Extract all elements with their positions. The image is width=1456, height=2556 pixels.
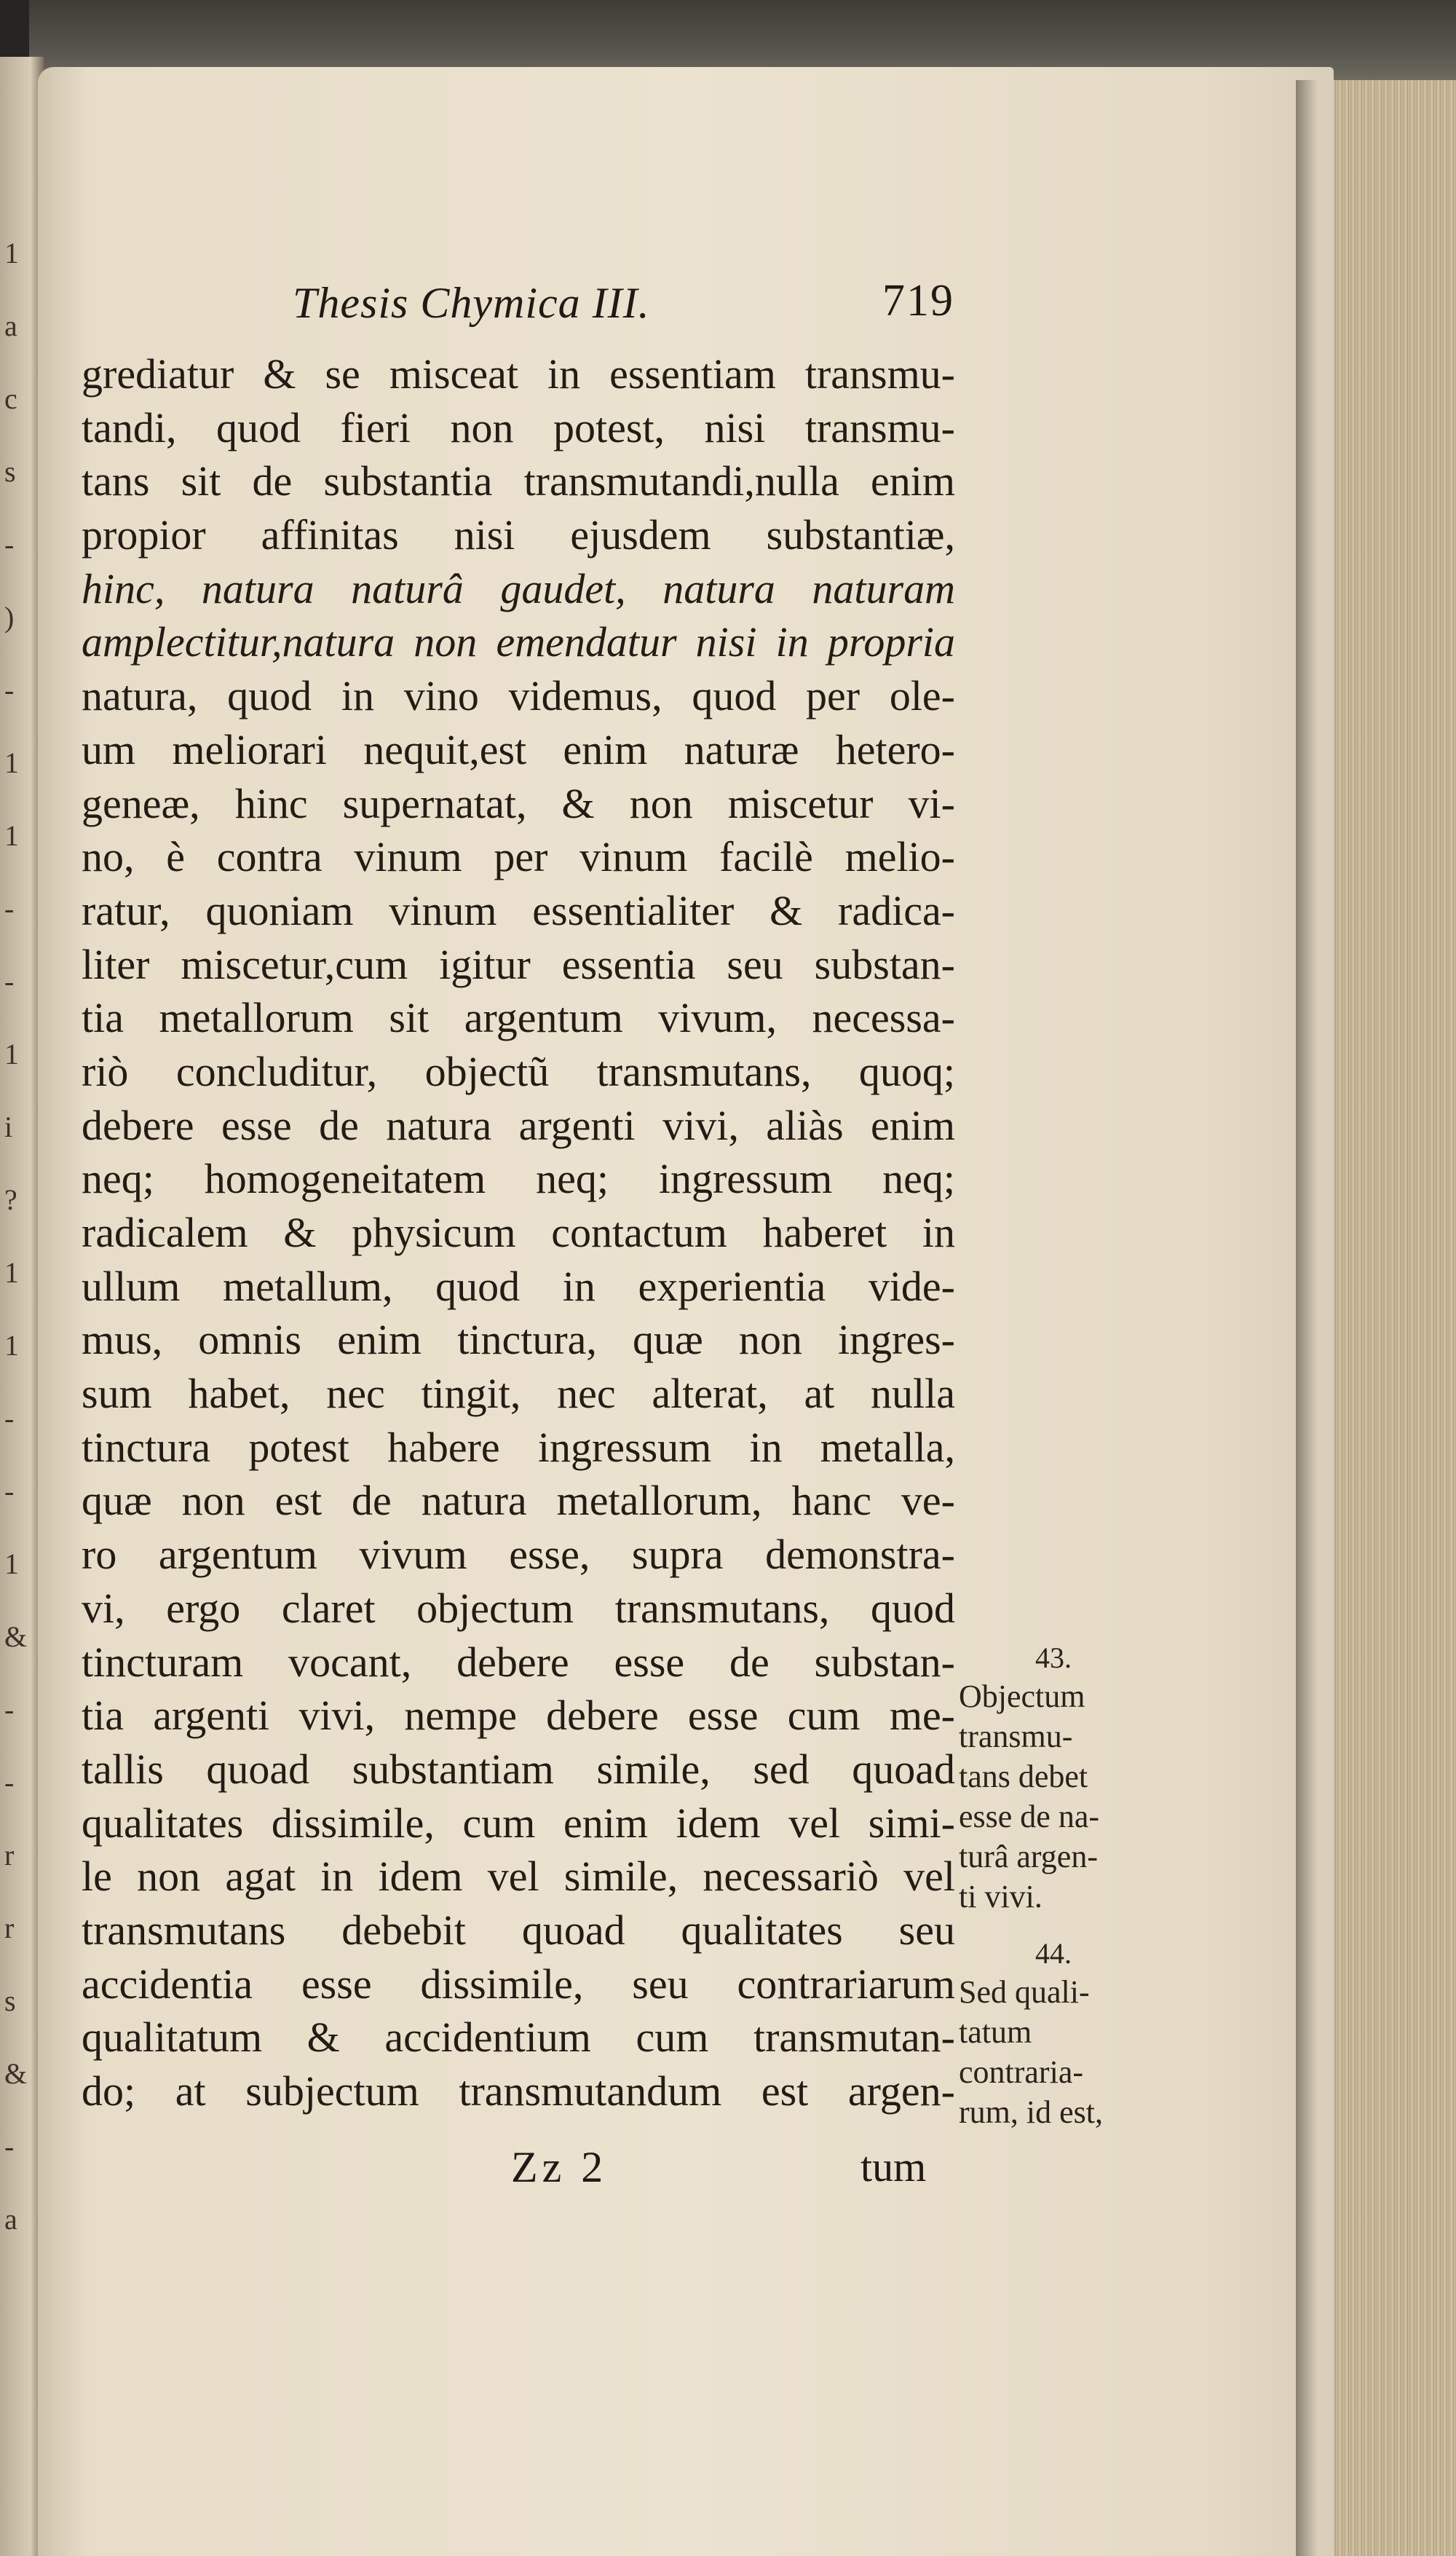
text-line: tincturam vocant, debere esse de substan-	[82, 1638, 955, 1686]
margin-note-line: Sed quali-	[959, 1974, 1090, 2010]
text-line: propior affinitas nisi ejusdem substantiæ,	[82, 511, 955, 559]
margin-note	[959, 1936, 1148, 2132]
signature-mark: Zz 2	[511, 2143, 608, 2191]
facing-page-fragment: a	[4, 309, 17, 342]
text-line: riò concluditur, objectũ transmutans, quoq;	[82, 1047, 955, 1095]
facing-page-fragment: r	[4, 1912, 15, 1944]
text-line: neq; homogeneitatem neq; ingressum neq;	[82, 1155, 955, 1203]
running-title: Thesis Chymica III.	[293, 279, 650, 327]
facing-page-fragment: &	[4, 2057, 28, 2090]
margin-note-number: 44.	[1035, 1937, 1072, 1970]
margin-note-line: turâ argen-	[959, 1839, 1098, 1874]
text-line: transmutans debebit quoad qualitates seu	[82, 1906, 955, 1954]
text-line: tans sit de substantia transmutandi,nulla enim	[82, 457, 955, 505]
facing-page-fragment: )	[4, 601, 15, 634]
text-line: tia metallorum sit argentum vivum, necessa-	[82, 994, 955, 1042]
text-line: grediatur & se misceat in essentiam transmu-	[82, 350, 955, 398]
text-line: le non agat in idem vel simile, necessariò vel	[82, 1853, 955, 1901]
text-line: geneæ, hinc supernatat, & non miscetur vi-	[82, 779, 955, 827]
margin-note-line: tatum	[959, 2014, 1032, 2050]
fore-edge-shadow	[1296, 80, 1318, 2556]
facing-page-fragment: 1	[4, 1256, 19, 1289]
text-line: do; at subjectum transmutandum est argen-	[82, 2067, 955, 2115]
text-line: no, è contra vinum per vinum facilè melio-	[82, 833, 955, 881]
text-line: hinc, natura naturâ gaudet, natura naturam	[82, 564, 955, 612]
margin-notes	[959, 1640, 1148, 2151]
text-line: qualitatum & accidentium cum transmutan-	[82, 2013, 955, 2062]
facing-page-fragment: a	[4, 2203, 17, 2236]
facing-page-fragment: 1	[4, 1038, 19, 1070]
catchword: tum	[860, 2143, 927, 2190]
page-header	[38, 278, 955, 344]
text-line: ratur, quoniam vinum essentialiter & radica-	[82, 886, 955, 934]
text-line: amplectitur,natura non emendatur nisi in propria	[82, 618, 955, 666]
facing-page-fragment: 1	[4, 819, 19, 852]
facing-page-fragment: -	[4, 2130, 15, 2163]
margin-note-line: rum, id est,	[959, 2094, 1103, 2130]
facing-page-fragment: -	[4, 1402, 15, 1435]
left-page-edge	[0, 57, 44, 2556]
book-page	[38, 67, 1334, 2556]
facing-page-fragment: r	[4, 1839, 15, 1871]
margin-note-line: Objectum	[959, 1679, 1085, 1714]
text-line: tia argenti vivi, nempe debere esse cum me-	[82, 1692, 955, 1740]
text-line: ullum metallum, quod in experientia vide-	[82, 1262, 955, 1310]
facing-page-fragment: c	[4, 382, 17, 415]
text-line: debere esse de natura argenti vivi, aliàs enim	[82, 1101, 955, 1149]
text-line: mus, omnis enim tinctura, quæ non ingres-	[82, 1316, 955, 1364]
text-line: tinctura potest habere ingressum in metalla,	[82, 1423, 955, 1471]
facing-page-fragment: 1	[4, 1329, 19, 1362]
margin-note	[959, 1640, 1148, 1917]
text-line: natura, quod in vino videmus, quod per ole-	[82, 672, 955, 720]
facing-page-fragment: s	[4, 455, 16, 488]
margin-note-line: contraria-	[959, 2054, 1083, 2090]
text-line: tallis quoad substantiam simile, sed quoad	[82, 1745, 955, 1793]
text-line: radicalem & physicum contactum haberet in	[82, 1209, 955, 1256]
text-line: sum habet, nec tingit, nec alterat, at nulla	[82, 1370, 955, 1418]
facing-page-fragment: -	[4, 965, 15, 998]
text-line: quæ non est de natura metallorum, hanc ve-	[82, 1477, 955, 1525]
facing-page-fragment: i	[4, 1111, 13, 1143]
text-line: liter miscetur,cum igitur essentia seu substan-	[82, 940, 955, 988]
margin-note-number: 43.	[1035, 1641, 1072, 1674]
facing-page-fragment: 1	[4, 1547, 19, 1580]
facing-page-fragment: -	[4, 1766, 15, 1799]
margin-note-line: ti vivi.	[959, 1879, 1042, 1914]
facing-page-fragment: 1	[4, 237, 19, 269]
text-line: ro argentum vivum esse, supra demonstra-	[82, 1531, 955, 1579]
facing-page-fragment: 1	[4, 746, 19, 779]
margin-note-line: transmu-	[959, 1719, 1073, 1754]
text-line: um meliorari nequit,est enim naturæ hetero-	[82, 725, 955, 773]
facing-page-fragment: -	[4, 1475, 15, 1507]
facing-page-fragment: s	[4, 1984, 16, 2017]
margin-note-line: tans debet	[959, 1759, 1088, 1794]
facing-page-fragment: ?	[4, 1183, 17, 1216]
facing-page-fragment: -	[4, 674, 15, 706]
page-number: 719	[882, 276, 954, 326]
facing-page-fragment: &	[4, 1620, 28, 1653]
body-text	[82, 347, 955, 2118]
text-line: tandi, quod fieri non potest, nisi transmu-	[82, 403, 955, 451]
facing-page-fragment: -	[4, 528, 15, 561]
text-line: vi, ergo claret objectum transmutans, quod	[82, 1584, 955, 1632]
facing-page-fragment: -	[4, 1693, 15, 1726]
margin-note-line: esse de na-	[959, 1799, 1100, 1834]
text-line: qualitates dissimile, cum enim idem vel simi-	[82, 1799, 955, 1847]
facing-page-fragment: -	[4, 892, 15, 925]
text-line: accidentia esse dissimile, seu contrariarum	[82, 1960, 955, 2008]
